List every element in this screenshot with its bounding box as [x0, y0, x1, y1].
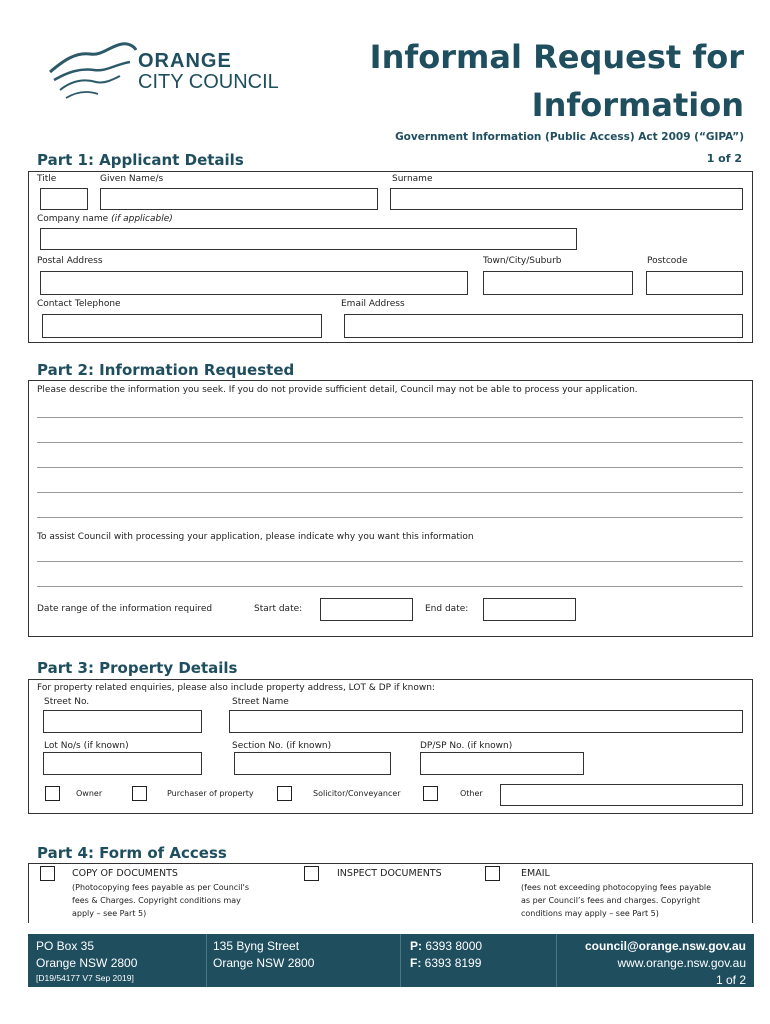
part2-title: Part 2: Information Requested — [37, 361, 295, 379]
copy-note-line-3: apply – see Part 5) — [72, 909, 147, 918]
end-date-field[interactable] — [483, 598, 576, 621]
company-label — [37, 214, 173, 224]
title-label: Title — [37, 174, 57, 184]
page-number: 1 of 2 — [706, 152, 742, 165]
part3-title: Part 3: Property Details — [37, 659, 238, 677]
purchaser-label: Purchaser of property — [167, 789, 254, 798]
copy-note-line-1: (Photocopying fees payable as per Council's — [72, 883, 249, 892]
describe-line[interactable] — [37, 442, 743, 443]
email-note-line-3: conditions may apply – see Part 5) — [521, 909, 659, 918]
copy-documents-checkbox[interactable] — [40, 866, 55, 881]
footer-bar — [28, 934, 754, 987]
footer-divider — [400, 934, 401, 987]
contact-telephone-label: Contact Telephone — [37, 299, 121, 309]
email-note-line-1: (fees not exceeding photocopying fees payable — [521, 883, 712, 892]
owner-label: Owner — [76, 789, 103, 798]
act-subtitle: Government Information (Public Access) Act 2009 (“GIPA”) — [395, 131, 744, 143]
part1-title: Part 1: Applicant Details — [37, 151, 244, 169]
copy-note-line-2: fees & Charges. Copyright conditions may — [72, 896, 241, 905]
postal-address-field[interactable] — [40, 271, 468, 295]
contact-telephone-field[interactable] — [42, 314, 322, 338]
lot-label: Lot No/s (if known) — [44, 741, 129, 751]
postal-address-label: Postal Address — [37, 256, 103, 266]
inspect-documents-checkbox[interactable] — [304, 866, 319, 881]
solicitor-checkbox[interactable] — [277, 786, 292, 801]
footer-divider — [556, 934, 557, 987]
end-date-label: End date: — [425, 604, 469, 614]
fax-prefix: F: — [410, 956, 422, 970]
title-field[interactable] — [40, 188, 88, 210]
describe-instruction: Please describe the information you seek. If you do not provide sufficient detail, Council may not be able to process your application. — [37, 385, 638, 395]
surname-field[interactable] — [390, 188, 743, 210]
footer-page-number: 1 of 2 — [715, 973, 746, 987]
hills-logo-icon — [46, 38, 138, 104]
postcode-field[interactable] — [646, 271, 743, 295]
why-instruction: To assist Council with processing your application, please indicate why you want this information — [37, 532, 474, 542]
why-line[interactable] — [37, 561, 743, 562]
lot-field[interactable] — [43, 752, 202, 775]
form-title-line-2: Information — [531, 86, 744, 124]
footer-phone-number: 6393 8000 — [422, 939, 483, 953]
company-label-text: Company name — [37, 214, 109, 224]
copy-documents-label: COPY OF DOCUMENTS — [72, 868, 178, 879]
section-label: Section No. (if known) — [232, 741, 332, 751]
footer-website-link[interactable]: www.orange.nsw.gov.au — [617, 956, 746, 970]
property-intro: For property related enquiries, please also include property address, LOT & DP if known: — [37, 683, 435, 693]
footer-contact — [585, 938, 746, 991]
purchaser-checkbox[interactable] — [132, 786, 147, 801]
date-range-label: Date range of the information required — [37, 604, 213, 614]
company-label-note: (if applicable) — [111, 214, 173, 224]
footer-po-city: Orange NSW 2800 — [36, 956, 138, 970]
dp-field[interactable] — [420, 752, 584, 775]
email-access-checkbox[interactable] — [485, 866, 500, 881]
email-note-line-2: as per Council’s fees and charges. Copyright — [521, 896, 700, 905]
footer-reference: [D19/54177 V7 Sep 2019] — [36, 973, 134, 983]
footer-divider — [206, 934, 207, 987]
part4-title: Part 4: Form of Access — [37, 844, 227, 862]
given-name-field[interactable] — [100, 188, 378, 210]
solicitor-label: Solicitor/Conveyancer — [313, 789, 401, 798]
section-field[interactable] — [234, 752, 391, 775]
form-title-line-1: Informal Request for — [369, 38, 744, 76]
town-field[interactable] — [483, 271, 633, 295]
footer-postal — [36, 938, 137, 991]
surname-label: Surname — [392, 174, 433, 184]
footer-street-city: Orange NSW 2800 — [213, 956, 315, 970]
why-line[interactable] — [37, 586, 743, 587]
logo-line-2: CITY COUNCIL — [138, 71, 279, 93]
describe-line[interactable] — [37, 417, 743, 418]
describe-line[interactable] — [37, 517, 743, 518]
street-name-label: Street Name — [232, 697, 289, 707]
describe-line[interactable] — [37, 467, 743, 468]
other-label: Other — [460, 789, 483, 798]
dp-label: DP/SP No. (if known) — [420, 741, 513, 751]
other-field[interactable] — [500, 784, 743, 806]
council-logo — [46, 38, 316, 104]
email-address-label: Email Address — [341, 299, 405, 309]
town-label: Town/City/Suburb — [483, 256, 562, 266]
footer-email-link[interactable]: council@orange.nsw.gov.au — [584, 939, 746, 953]
footer-phone — [410, 938, 482, 991]
phone-prefix: P: — [410, 939, 422, 953]
start-date-label: Start date: — [254, 604, 303, 614]
describe-line[interactable] — [37, 492, 743, 493]
footer-po-box: PO Box 35 — [36, 939, 95, 953]
footer-street — [213, 938, 314, 991]
logo-line-1: ORANGE — [138, 50, 232, 72]
given-name-label: Given Name/s — [100, 174, 164, 184]
footer-fax-number: 6393 8199 — [421, 956, 482, 970]
inspect-documents-label: INSPECT DOCUMENTS — [337, 868, 442, 879]
email-address-field[interactable] — [344, 314, 743, 338]
street-no-field[interactable] — [43, 710, 202, 733]
postcode-label: Postcode — [647, 256, 688, 266]
other-checkbox[interactable] — [423, 786, 438, 801]
street-no-label: Street No. — [44, 697, 90, 707]
email-access-label: EMAIL — [521, 868, 550, 879]
company-field[interactable] — [40, 228, 577, 250]
start-date-field[interactable] — [320, 598, 413, 621]
street-name-field[interactable] — [229, 710, 743, 733]
footer-street-address: 135 Byng Street — [213, 939, 300, 953]
owner-checkbox[interactable] — [45, 786, 60, 801]
